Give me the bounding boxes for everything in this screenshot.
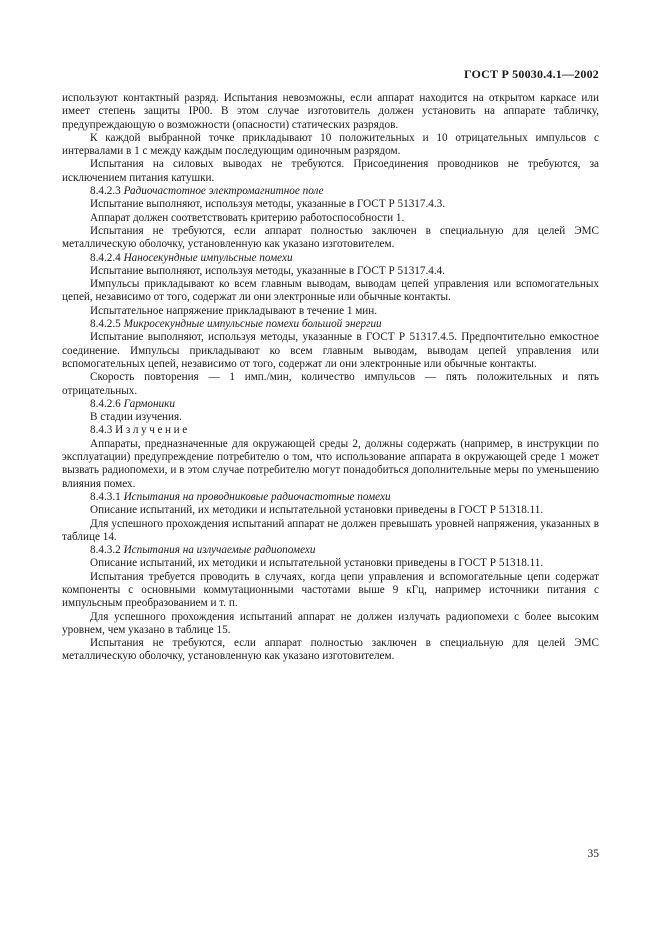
body-paragraph: Импульсы прикладывают ко всем главным выводам, выводам цепей управления или вспомогательных цепей, независимо от того, содержат ли они электронные или обычные контакты. (62, 278, 599, 304)
body-paragraph: используют контактный разряд. Испытания невозможны, если аппарат находится на открытом каркасе или имеет степень защиты IP00. В этом случае изготовитель должен установить на аппарате табличку, предупреждающую о возможности (опасности) статических разрядов. (62, 92, 599, 131)
document-header: ГОСТ Р 50030.4.1—2002 (463, 67, 599, 81)
body-paragraph: В стадии изучения. (90, 411, 182, 424)
body-paragraph: Испытания не требуются, если аппарат полностью заключен в специальную для целей ЭМС металлическую оболочку, установленную как указано изготовителем. (62, 637, 599, 663)
body-paragraph: Аппараты, предназначенные для окружающей среды 2, должны содержать (например, в инструкции по эксплуатации) предупреждение потребителю о том, что использование аппарата в окружающей среде 1 может вызвать радиопомехи, и в этом случае потребителю могут понадобиться дополнительные меры по уменьшению влияния помех. (62, 437, 599, 490)
body-paragraph: Испытание выполняют, используя методы, указанные в ГОСТ Р 51317.4.4. (90, 264, 446, 277)
section-heading (62, 424, 599, 437)
body-paragraph: Описание испытаний, их методики и испытательной установки приведены в ГОСТ Р 51318.11. (90, 557, 544, 570)
body-paragraph: Испытания не требуются, если аппарат полностью заключен в специальную для целей ЭМС металлическую оболочку, установленную как указано изготовителем. (62, 224, 599, 251)
body-paragraph: Скорость повторения — 1 имп./мин, количество импульсов — пять положительных и пять отрицательных. (62, 371, 599, 397)
section-number: 8.4.2.5 (90, 318, 121, 331)
body-paragraph: Испытания требуется проводить в случаях, когда цепи управления и вспомогательные цепи содержат компоненты с основными коммутационными частотами выше 9 кГц, например источники питания с импульсным преобразованием и т. п. (62, 570, 599, 610)
page-number: 35 (587, 848, 599, 860)
body-paragraph: Для успешного прохождения испытаний аппарат не должен превышать уровней напряжения, указанных в таблице 14. (62, 517, 599, 543)
section-title: Испытания на излучаемые радиопомехи (123, 544, 316, 557)
body-paragraph: Описание испытаний, их методики и испытательной установки приведены в ГОСТ Р 51318.11. (90, 504, 544, 517)
section-title: Наносекундные импульсные помехи (123, 251, 293, 264)
section-heading (62, 252, 599, 265)
body-paragraph: Испытание выполняют, используя методы, указанные в ГОСТ Р 51317.4.3. (90, 198, 446, 211)
section-heading (62, 185, 599, 198)
section-number: 8.4.2.6 (90, 397, 121, 410)
section-title: Излучение (115, 424, 190, 437)
section-number: 8.4.2.4 (90, 251, 121, 264)
body-paragraph: Аппарат должен соответствовать критерию работоспособности 1. (90, 211, 405, 224)
body-paragraph: Испытание выполняют, используя методы, указанные в ГОСТ Р 51317.4.5. Предпочтительно емкостное соединение. Импульсы прикладывают ко всем главным выводам, выводам цепей управления или вспомогательных цепей, независимо от того, содержат ли они электронные или обычные контакты. (62, 331, 599, 370)
section-title: Испытания на проводниковые радиочастотные помехи (123, 490, 391, 503)
body-paragraph: К каждой выбранной точке прикладывают 10 положительных и 10 отрицательных импульсов с интервалами в 1 с между каждым последующим одиночным разрядом. (62, 131, 599, 158)
section-number: 8.4.3.1 (90, 490, 121, 503)
section-number: 8.4.3.2 (90, 544, 121, 557)
section-title: Гармоники (123, 397, 175, 410)
body-paragraph: Испытания на силовых выводах не требуются. Присоединения проводников не требуются, за исключением питания катушки. (62, 158, 599, 184)
section-heading (62, 318, 599, 331)
body-paragraph: Испытательное напряжение прикладывают в течение 1 мин. (90, 304, 378, 317)
body-paragraph: Для успешного прохождения испытаний аппарат не должен излучать радиопомехи с более высоким уровнем, чем указано в таблице 15. (62, 610, 599, 636)
section-heading (62, 544, 599, 557)
section-heading (62, 398, 599, 411)
section-number: 8.4.3 (90, 424, 113, 437)
section-title: Микросекундные импульсные помехи большой энергии (123, 318, 382, 331)
section-title: Радиочастотное электромагнитное поле (123, 185, 324, 198)
section-heading (62, 491, 599, 504)
section-number: 8.4.2.3 (90, 185, 121, 198)
document-body (62, 92, 599, 664)
